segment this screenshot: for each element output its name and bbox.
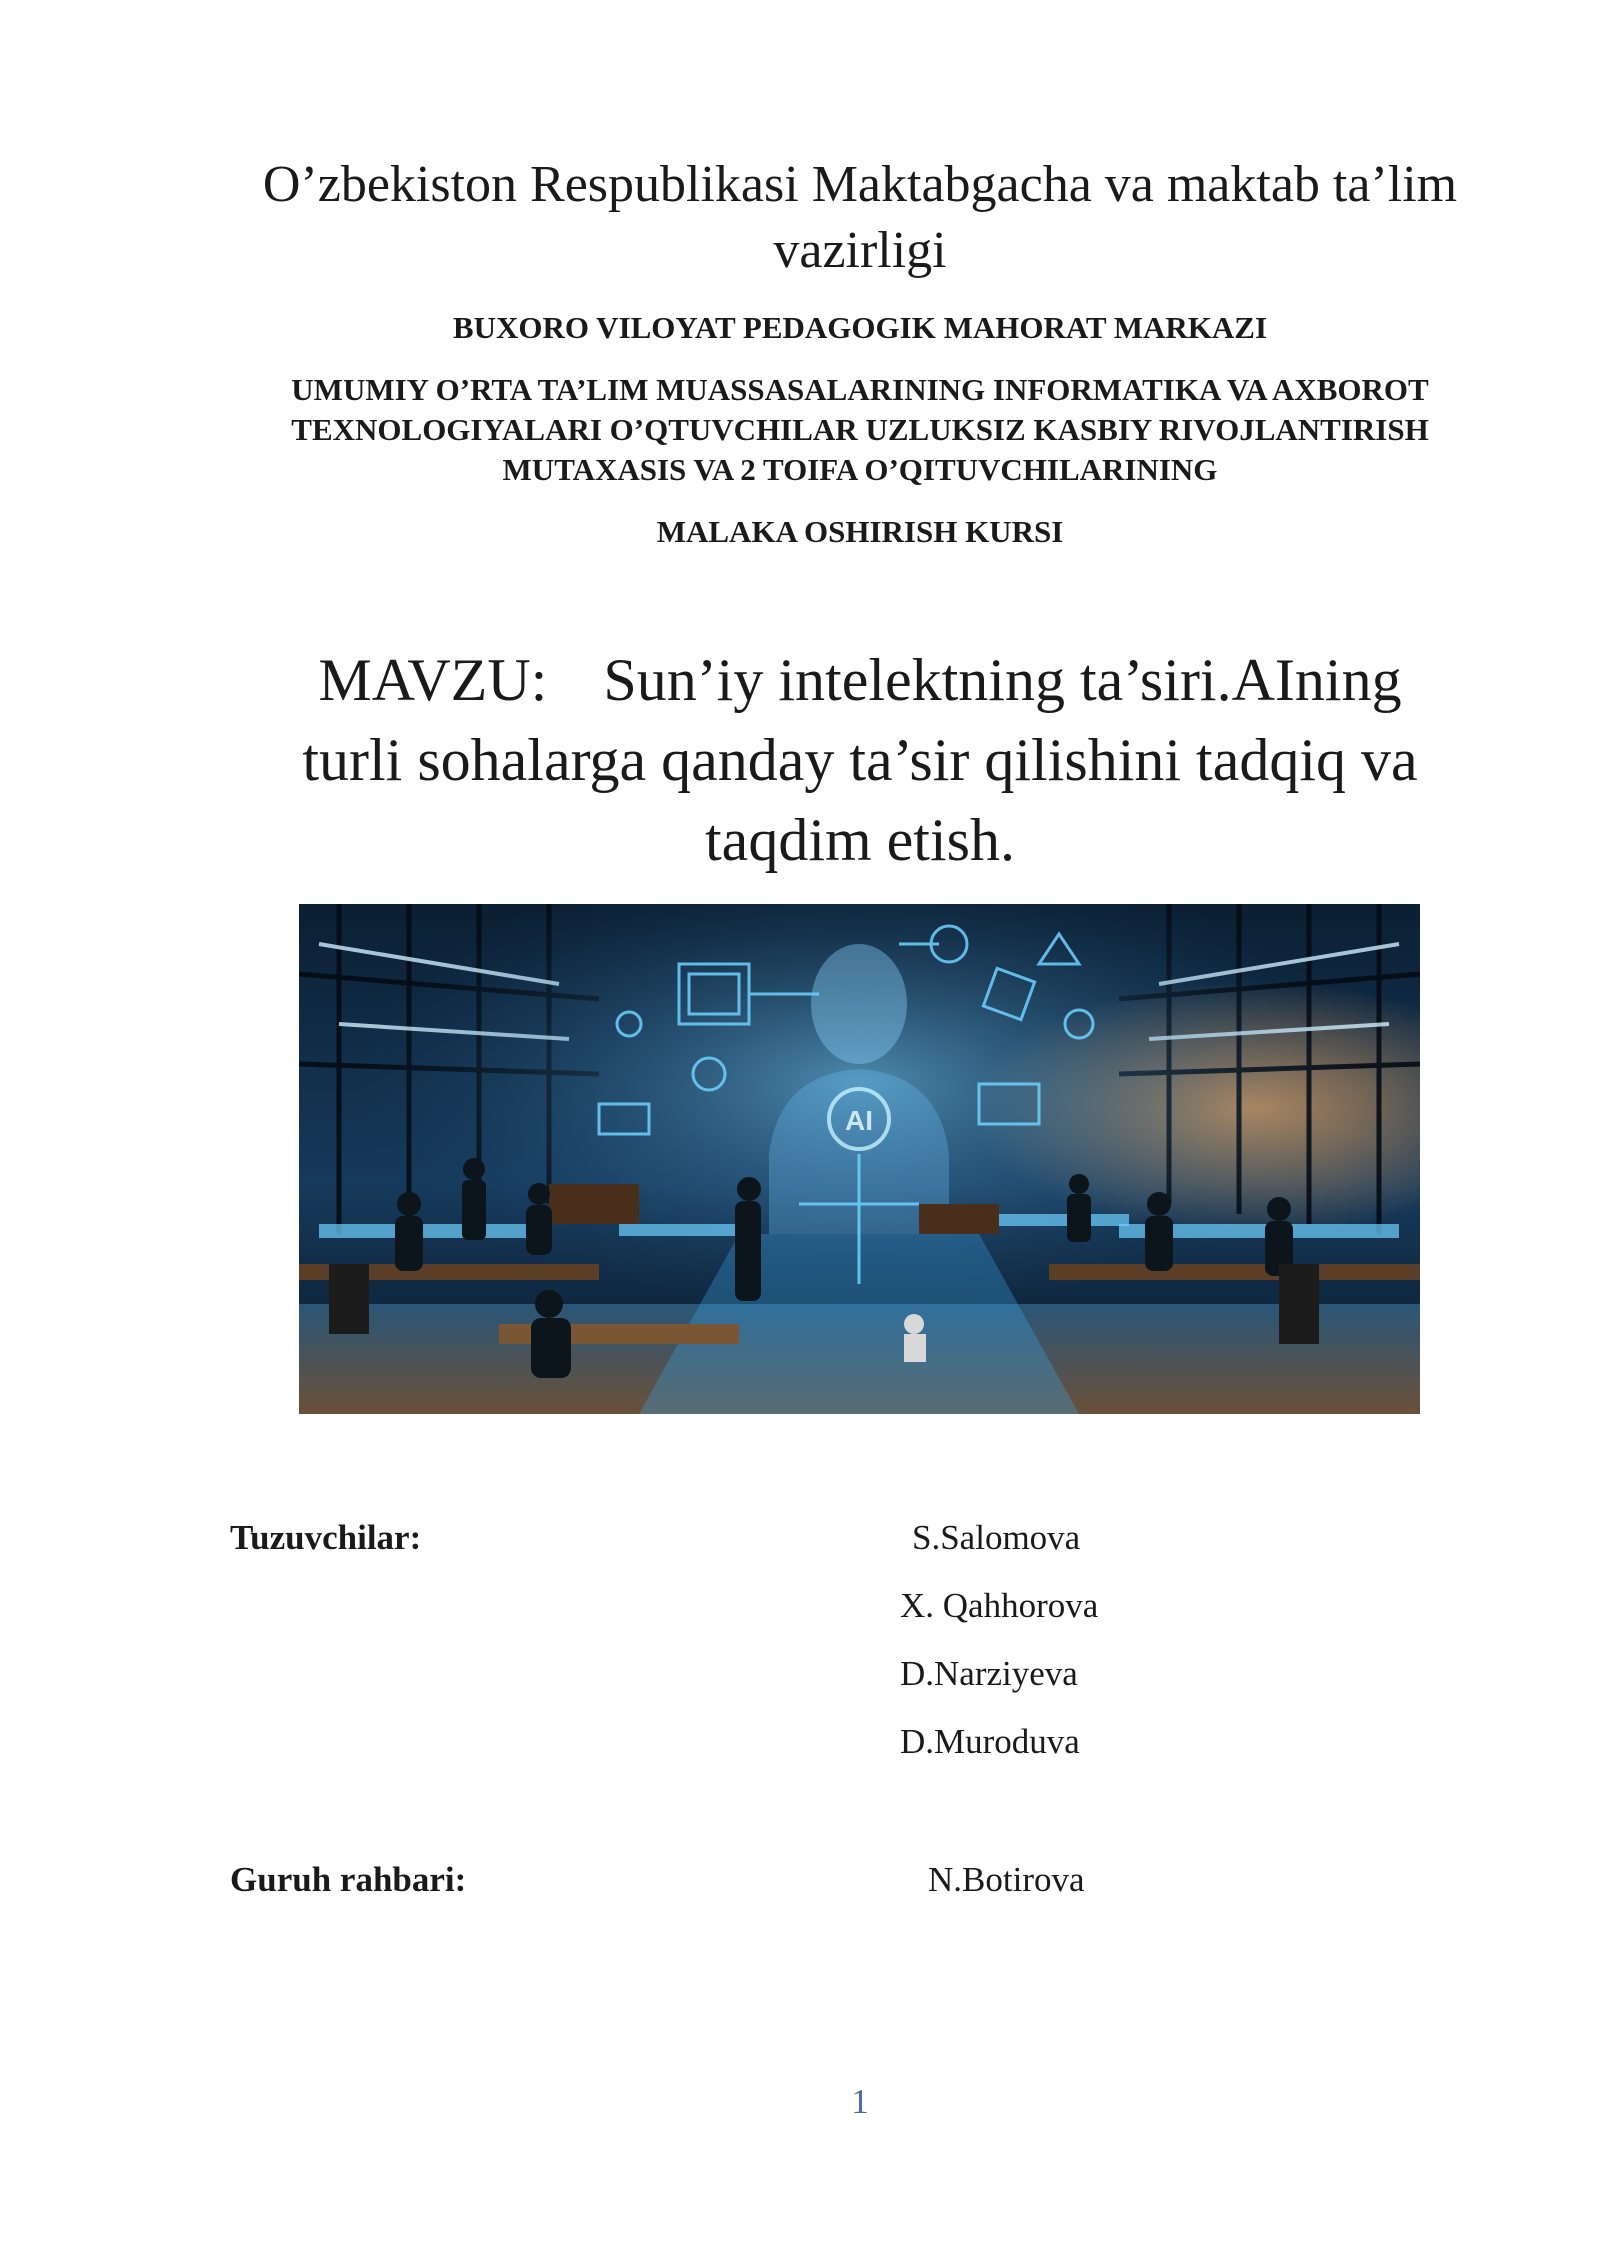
topic-label: MAVZU: [318,647,548,713]
topic-line-1-text: Sun’iy intelektning ta’siri.AIning [603,647,1402,713]
ministry-title-line-1: O’zbekiston Respublikasi Maktabgacha va maktab ta’lim [262,156,1458,213]
ai-badge-text: AI [845,1105,873,1136]
topic-line-2: turli sohalarga qanday ta’sir qilishini tadqiq va [302,727,1418,793]
page-number: 1 [851,2082,869,2121]
leader-label: Guruh rahbari: [230,1860,467,1899]
leader-name: N.Botirova [928,1860,1085,1899]
author-name-1: S.Salomova [912,1518,1081,1557]
course-name: MALAKA OSHIRISH KURSI [656,514,1064,549]
course-description [230,370,1490,490]
topic-line-1 [240,640,1480,720]
author-name-3: D.Narziyeva [900,1654,1078,1693]
author-name-2: X. Qahhorova [900,1586,1099,1625]
ministry-title-line-2: vazirligi [773,222,947,279]
course-description-line-1: UMUMIY O’RTA TA’LIM MUASSASALARINING INFORMATIKA VA AXBOROT [291,372,1429,407]
author-name-4: D.Muroduva [900,1722,1080,1761]
ai-office-illustration [299,904,1420,1414]
course-description-line-2: TEXNOLOGIYALARI O’QTUVCHILAR UZLUKSIZ KASBIY RIVOJLANTIRISH [291,412,1429,447]
course-description-line-3: MUTAXASIS VA 2 TOIFA O’QITUVCHILARINING [502,452,1218,487]
topic-heading [240,640,1480,880]
center-title: BUXORO VILOYAT PEDAGOGIK MAHORAT MARKAZI [452,310,1268,345]
authors-label: Tuzuvchilar: [230,1518,422,1557]
topic-line-3: taqdim etish. [705,807,1015,873]
ministry-title [230,152,1490,284]
